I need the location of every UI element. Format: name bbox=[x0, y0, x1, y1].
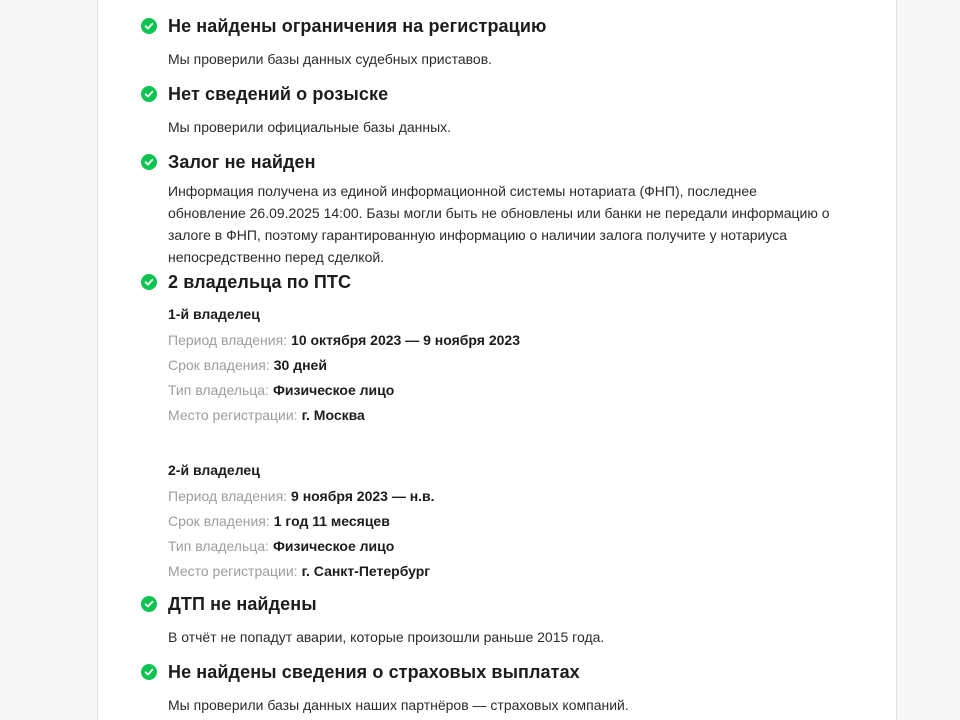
owner-detail-value: Физическое лицо bbox=[272, 382, 395, 398]
owner-detail-row bbox=[168, 488, 830, 504]
owner-detail-row bbox=[168, 382, 830, 398]
owner-detail-value: 10 октября 2023 — 9 ноября 2023 bbox=[291, 332, 520, 348]
owner-name: 2-й владелец bbox=[168, 462, 260, 478]
section-wanted-status bbox=[141, 84, 830, 137]
section-insurance-payouts bbox=[141, 662, 830, 715]
section-accidents bbox=[141, 594, 830, 647]
owner-detail-row bbox=[168, 538, 830, 554]
owner-detail-row bbox=[168, 513, 830, 529]
section-title: Залог не найден bbox=[168, 152, 316, 172]
owner-name: 1-й владелец bbox=[168, 306, 260, 322]
report-card bbox=[97, 0, 897, 720]
section-title: Не найдены сведения о страховых выплатах bbox=[168, 662, 580, 682]
section-header bbox=[141, 152, 830, 172]
check-icon bbox=[141, 596, 157, 612]
section-header bbox=[141, 662, 830, 682]
owner-detail-row bbox=[168, 563, 830, 579]
owner-block-1 bbox=[168, 305, 830, 423]
owner-detail-label: Период владения: bbox=[168, 332, 288, 348]
owner-detail-value: Физическое лицо bbox=[272, 538, 395, 554]
owner-detail-label: Место регистрации: bbox=[168, 407, 298, 423]
check-icon bbox=[141, 154, 157, 170]
owner-detail-label: Тип владельца: bbox=[168, 382, 269, 398]
section-title: Не найдены ограничения на регистрацию bbox=[168, 16, 547, 36]
section-header bbox=[141, 16, 830, 36]
section-description: Информация получена из единой информационной системы нотариата (ФНП), последнее обновление 26.09.2025 14:00. Базы могли быть не обновлены или банки не передали информацию о залоге в ФНП, поэтому гарантированную информацию о наличии залога получите у нотариуса непосредственно перед сделкой. bbox=[168, 183, 830, 265]
section-pledge bbox=[141, 152, 830, 268]
owner-detail-value: г. Санкт-Петербург bbox=[301, 563, 431, 579]
owner-detail-value: 9 ноября 2023 — н.в. bbox=[291, 488, 435, 504]
owner-detail-value: 30 дней bbox=[273, 357, 327, 373]
section-description: Мы проверили базы данных наших партнёров — страховых компаний. bbox=[168, 697, 629, 713]
section-description: В отчёт не попадут аварии, которые произошли раньше 2015 года. bbox=[168, 629, 605, 645]
check-icon bbox=[141, 18, 157, 34]
owner-detail-label: Место регистрации: bbox=[168, 563, 298, 579]
section-description: Мы проверили базы данных судебных приставов. bbox=[168, 51, 493, 67]
owner-detail-value: г. Москва bbox=[301, 407, 365, 423]
owner-detail-row bbox=[168, 332, 830, 348]
owner-detail-label: Период владения: bbox=[168, 488, 288, 504]
section-title: ДТП не найдены bbox=[168, 594, 317, 614]
owner-detail-row bbox=[168, 357, 830, 373]
owner-detail-value: 1 год 11 месяцев bbox=[273, 513, 390, 529]
section-header bbox=[141, 84, 830, 104]
check-icon bbox=[141, 86, 157, 102]
owner-detail-label: Тип владельца: bbox=[168, 538, 269, 554]
section-description: Мы проверили официальные базы данных. bbox=[168, 119, 452, 135]
check-icon bbox=[141, 274, 157, 290]
owner-detail-label: Срок владения: bbox=[168, 357, 270, 373]
owner-detail-row bbox=[168, 407, 830, 423]
owner-block-2 bbox=[168, 461, 830, 579]
section-header bbox=[141, 272, 830, 292]
section-registration-restrictions bbox=[141, 16, 830, 69]
owner-detail-label: Срок владения: bbox=[168, 513, 270, 529]
section-owners bbox=[141, 272, 830, 579]
section-title: Нет сведений о розыске bbox=[168, 84, 389, 104]
check-icon bbox=[141, 664, 157, 680]
section-header bbox=[141, 594, 830, 614]
section-title: 2 владельца по ПТС bbox=[168, 272, 352, 292]
